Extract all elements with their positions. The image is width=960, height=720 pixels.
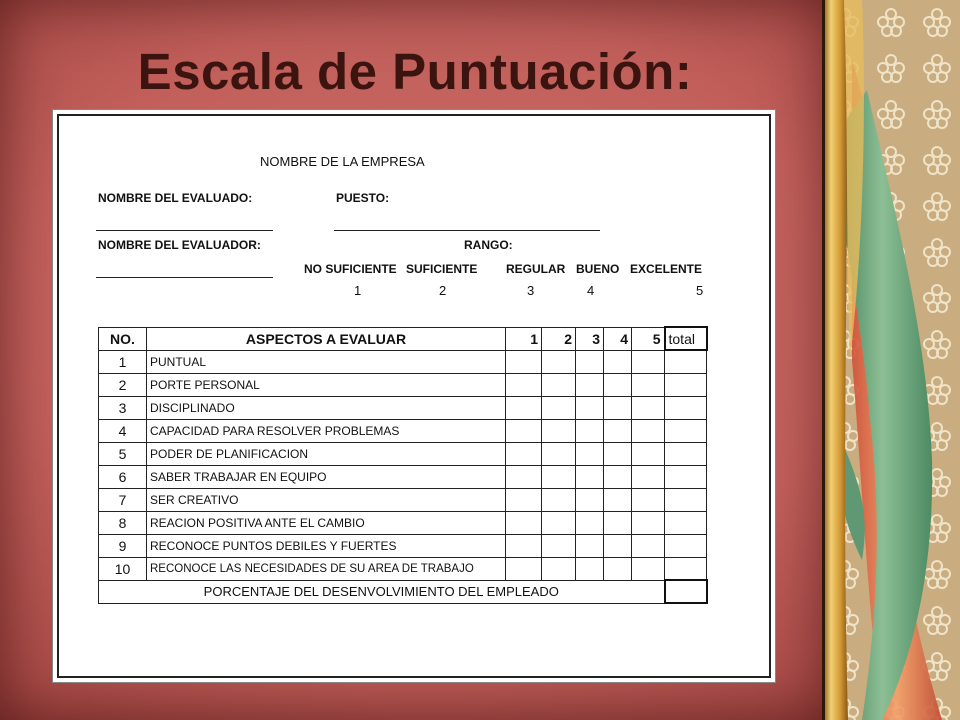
score-cell-5[interactable]	[632, 350, 665, 373]
score-cell-1[interactable]	[506, 557, 542, 580]
rango-label-5: EXCELENTE	[630, 262, 703, 276]
table-row	[99, 465, 707, 488]
score-cell-2[interactable]	[542, 350, 576, 373]
score-cell-1[interactable]	[506, 534, 542, 557]
score-cell-5[interactable]	[632, 373, 665, 396]
score-cell-2[interactable]	[542, 511, 576, 534]
rango-label-1: NO SUFICIENTE	[304, 262, 397, 276]
row-number: 3	[99, 396, 147, 419]
score-cell-3[interactable]	[576, 557, 604, 580]
row-number: 5	[99, 442, 147, 465]
score-cell-2[interactable]	[542, 442, 576, 465]
total-cell[interactable]	[665, 419, 707, 442]
header-score-5: 5	[632, 327, 665, 350]
score-cell-2[interactable]	[542, 534, 576, 557]
score-cell-5[interactable]	[632, 442, 665, 465]
row-aspect: PORTE PERSONAL	[147, 373, 506, 396]
table-row	[99, 373, 707, 396]
rango-value-3: 3	[527, 283, 535, 298]
table-footer-row	[99, 580, 707, 603]
total-cell[interactable]	[665, 557, 707, 580]
score-cell-4[interactable]	[604, 373, 632, 396]
score-cell-1[interactable]	[506, 511, 542, 534]
score-cell-3[interactable]	[576, 488, 604, 511]
row-aspect: DISCIPLINADO	[147, 396, 506, 419]
total-cell[interactable]	[665, 373, 707, 396]
score-cell-1[interactable]	[506, 373, 542, 396]
score-cell-4[interactable]	[604, 534, 632, 557]
table-row	[99, 534, 707, 557]
score-cell-1[interactable]	[506, 442, 542, 465]
slide-title: Escala de Puntuación:	[137, 43, 693, 100]
table-row	[99, 419, 707, 442]
score-cell-5[interactable]	[632, 534, 665, 557]
decorative-border	[822, 0, 960, 720]
score-cell-3[interactable]	[576, 442, 604, 465]
score-cell-1[interactable]	[506, 465, 542, 488]
score-cell-3[interactable]	[576, 396, 604, 419]
row-number: 1	[99, 350, 147, 373]
score-cell-4[interactable]	[604, 465, 632, 488]
row-number: 10	[99, 557, 147, 580]
score-cell-4[interactable]	[604, 419, 632, 442]
table-row	[99, 350, 707, 373]
row-aspect: RECONOCE LAS NECESIDADES DE SU AREA DE TRABAJO	[147, 557, 506, 580]
evaluador-label: NOMBRE DEL EVALUADOR:	[98, 238, 261, 252]
score-cell-2[interactable]	[542, 465, 576, 488]
decorative-border-art	[822, 0, 960, 720]
score-cell-5[interactable]	[632, 419, 665, 442]
table-row	[99, 488, 707, 511]
total-cell[interactable]	[665, 442, 707, 465]
score-cell-2[interactable]	[542, 373, 576, 396]
rango-label-4: BUENO	[576, 262, 620, 276]
total-cell[interactable]	[665, 350, 707, 373]
table-header-row	[99, 327, 707, 350]
evaluation-table	[98, 326, 708, 604]
header-score-2: 2	[542, 327, 576, 350]
total-cell[interactable]	[665, 488, 707, 511]
rango-value-2: 2	[439, 283, 447, 298]
total-cell[interactable]	[665, 511, 707, 534]
score-cell-4[interactable]	[604, 557, 632, 580]
score-cell-5[interactable]	[632, 465, 665, 488]
evaluador-line	[96, 277, 273, 278]
total-cell[interactable]	[665, 396, 707, 419]
score-cell-3[interactable]	[576, 350, 604, 373]
score-cell-4[interactable]	[604, 396, 632, 419]
header-total: total	[665, 327, 707, 350]
table-row	[99, 511, 707, 534]
form-border	[57, 114, 771, 678]
table-row	[99, 396, 707, 419]
score-cell-3[interactable]	[576, 373, 604, 396]
row-aspect: SER CREATIVO	[147, 488, 506, 511]
footer-label: PORCENTAJE DEL DESENVOLVIMIENTO DEL EMPLEADO	[99, 580, 665, 603]
row-number: 8	[99, 511, 147, 534]
row-aspect: SABER TRABAJAR EN EQUIPO	[147, 465, 506, 488]
row-number: 4	[99, 419, 147, 442]
score-cell-5[interactable]	[632, 396, 665, 419]
row-number: 9	[99, 534, 147, 557]
rango-value-4: 4	[587, 283, 595, 298]
score-cell-1[interactable]	[506, 396, 542, 419]
puesto-line	[334, 230, 600, 231]
score-cell-2[interactable]	[542, 488, 576, 511]
score-cell-5[interactable]	[632, 557, 665, 580]
score-cell-4[interactable]	[604, 442, 632, 465]
header-score-4: 4	[604, 327, 632, 350]
row-aspect: PUNTUAL	[147, 350, 506, 373]
row-aspect: CAPACIDAD PARA RESOLVER PROBLEMAS	[147, 419, 506, 442]
score-cell-3[interactable]	[576, 534, 604, 557]
header-score-3: 3	[576, 327, 604, 350]
rango-value-5: 5	[696, 283, 704, 298]
evaluation-form	[52, 109, 776, 683]
row-aspect: RECONOCE PUNTOS DEBILES Y FUERTES	[147, 534, 506, 557]
table-row	[99, 557, 707, 580]
total-cell[interactable]	[665, 534, 707, 557]
score-cell-4[interactable]	[604, 350, 632, 373]
score-cell-4[interactable]	[604, 511, 632, 534]
score-cell-3[interactable]	[576, 465, 604, 488]
table-row	[99, 442, 707, 465]
evaluado-line	[96, 230, 273, 231]
score-cell-5[interactable]	[632, 488, 665, 511]
puesto-label: PUESTO:	[336, 191, 390, 205]
row-aspect: PODER DE PLANIFICACION	[147, 442, 506, 465]
rango-label: RANGO:	[464, 238, 513, 252]
row-number: 7	[99, 488, 147, 511]
score-cell-3[interactable]	[576, 419, 604, 442]
company-name-label: NOMBRE DE LA EMPRESA	[260, 154, 425, 169]
rango-value-1: 1	[354, 283, 362, 298]
header-score-1: 1	[506, 327, 542, 350]
score-cell-1[interactable]	[506, 488, 542, 511]
rango-label-3: REGULAR	[506, 262, 566, 276]
evaluado-label: NOMBRE DEL EVALUADO:	[98, 191, 253, 205]
total-cell[interactable]	[665, 465, 707, 488]
header-aspectos: ASPECTOS A EVALUAR	[147, 327, 506, 350]
score-cell-2[interactable]	[542, 419, 576, 442]
score-cell-5[interactable]	[632, 511, 665, 534]
row-aspect: REACION POSITIVA ANTE EL CAMBIO	[147, 511, 506, 534]
score-cell-1[interactable]	[506, 350, 542, 373]
row-number: 2	[99, 373, 147, 396]
score-cell-2[interactable]	[542, 557, 576, 580]
rango-label-2: SUFICIENTE	[406, 262, 478, 276]
score-cell-2[interactable]	[542, 396, 576, 419]
header-no: NO.	[99, 327, 147, 350]
score-cell-1[interactable]	[506, 419, 542, 442]
row-number: 6	[99, 465, 147, 488]
percentage-cell[interactable]	[665, 580, 707, 603]
score-cell-4[interactable]	[604, 488, 632, 511]
score-cell-3[interactable]	[576, 511, 604, 534]
